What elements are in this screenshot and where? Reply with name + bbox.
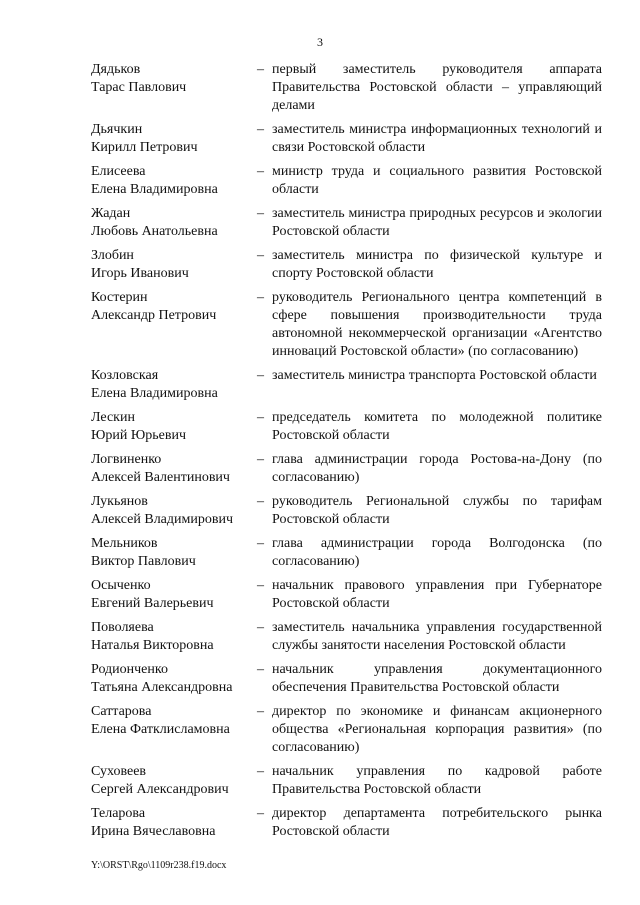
member-name bbox=[91, 661, 257, 697]
member-surname: Жадан bbox=[91, 206, 131, 221]
member-name bbox=[91, 535, 257, 571]
member-role: директор по экономике и финансам акционерного общества «Региональная корпорация развития» (по согласованию) bbox=[272, 704, 602, 755]
member-entry bbox=[91, 409, 611, 445]
member-name bbox=[91, 493, 257, 529]
member-entry bbox=[91, 805, 611, 841]
member-name bbox=[91, 121, 257, 157]
file-path-footer: Y:\ORST\Rgo\1109r238.f19.docx bbox=[91, 860, 227, 871]
member-entry bbox=[91, 367, 611, 403]
member-list bbox=[91, 61, 611, 847]
member-given-name: Кирилл Петрович bbox=[91, 140, 198, 155]
member-given-name: Виктор Павлович bbox=[91, 554, 196, 569]
member-role: заместитель министра информационных технологий и связи Ростовской области bbox=[272, 122, 602, 155]
member-role: руководитель Регионального центра компетенций в сфере повышения производительности труда автономной некоммерческой организации «Агентство инноваций Ростовской области» (по согласованию) bbox=[272, 290, 602, 359]
member-name bbox=[91, 763, 257, 799]
member-role: заместитель министра природных ресурсов и экологии Ростовской области bbox=[272, 206, 602, 239]
member-name bbox=[91, 451, 257, 487]
member-name bbox=[91, 703, 257, 757]
dash-separator: – bbox=[257, 368, 264, 383]
member-role: председатель комитета по молодежной политике Ростовской области bbox=[272, 410, 602, 443]
member-surname: Саттарова bbox=[91, 704, 152, 719]
member-given-name: Ирина Вячеславовна bbox=[91, 824, 216, 839]
dash-separator: – bbox=[257, 410, 264, 425]
member-name bbox=[91, 367, 257, 403]
member-role: директор департамента потребительского рынка Ростовской области bbox=[272, 806, 602, 839]
member-surname: Козловская bbox=[91, 368, 159, 383]
dash-separator: – bbox=[257, 122, 264, 137]
member-role: заместитель министра по физической культуре и спорту Ростовской области bbox=[272, 248, 602, 281]
member-surname: Мельников bbox=[91, 536, 158, 551]
member-surname: Елисеева bbox=[91, 164, 146, 179]
member-given-name: Елена Владимировна bbox=[91, 386, 218, 401]
member-surname: Дьячкин bbox=[91, 122, 143, 137]
member-name bbox=[91, 577, 257, 613]
member-name bbox=[91, 409, 257, 445]
member-role: руководитель Региональной службы по тарифам Ростовской области bbox=[272, 494, 602, 527]
dash-separator: – bbox=[257, 806, 264, 821]
member-entry bbox=[91, 247, 611, 283]
member-given-name: Елена Владимировна bbox=[91, 182, 218, 197]
member-role: начальник управления по кадровой работе Правительства Ростовской области bbox=[272, 764, 602, 797]
member-entry bbox=[91, 703, 611, 757]
member-surname: Логвиненко bbox=[91, 452, 162, 467]
member-given-name: Татьяна Александровна bbox=[91, 680, 233, 695]
member-surname: Суховеев bbox=[91, 764, 147, 779]
member-surname: Родионченко bbox=[91, 662, 168, 677]
member-entry bbox=[91, 121, 611, 157]
dash-separator: – bbox=[257, 290, 264, 305]
member-role: первый заместитель руководителя аппарата Правительства Ростовской области – управляющий делами bbox=[272, 62, 602, 113]
dash-separator: – bbox=[257, 494, 264, 509]
member-entry bbox=[91, 289, 611, 361]
member-role: начальник правового управления при Губернаторе Ростовской области bbox=[272, 578, 602, 611]
member-entry bbox=[91, 163, 611, 199]
dash-separator: – bbox=[257, 164, 264, 179]
dash-separator: – bbox=[257, 662, 264, 677]
member-given-name: Любовь Анатольевна bbox=[91, 224, 218, 239]
dash-separator: – bbox=[257, 578, 264, 593]
member-name bbox=[91, 619, 257, 655]
member-given-name: Тарас Павлович bbox=[91, 80, 187, 95]
member-role: заместитель начальника управления государственной службы занятости населения Ростовской области bbox=[272, 620, 602, 653]
dash-separator: – bbox=[257, 764, 264, 779]
dash-separator: – bbox=[257, 704, 264, 719]
member-entry bbox=[91, 61, 611, 115]
member-given-name: Юрий Юрьевич bbox=[91, 428, 187, 443]
member-role: начальник управления документационного обеспечения Правительства Ростовской области bbox=[272, 662, 602, 695]
member-entry bbox=[91, 535, 611, 571]
dash-separator: – bbox=[257, 536, 264, 551]
member-name bbox=[91, 289, 257, 361]
member-surname: Дядьков bbox=[91, 62, 141, 77]
member-given-name: Елена Фатклисламовна bbox=[91, 722, 230, 737]
member-entry bbox=[91, 205, 611, 241]
dash-separator: – bbox=[257, 248, 264, 263]
member-surname: Лукьянов bbox=[91, 494, 148, 509]
member-role: глава администрации города Волгодонска (по согласованию) bbox=[272, 536, 602, 569]
member-entry bbox=[91, 577, 611, 613]
dash-separator: – bbox=[257, 452, 264, 467]
dash-separator: – bbox=[257, 206, 264, 221]
member-given-name: Алексей Валентинович bbox=[91, 470, 230, 485]
member-surname: Теларова bbox=[91, 806, 146, 821]
member-entry bbox=[91, 661, 611, 697]
member-given-name: Сергей Александрович bbox=[91, 782, 229, 797]
member-surname: Осыченко bbox=[91, 578, 151, 593]
member-given-name: Алексей Владимирович bbox=[91, 512, 234, 527]
member-name bbox=[91, 205, 257, 241]
member-entry bbox=[91, 451, 611, 487]
member-entry bbox=[91, 493, 611, 529]
member-surname: Лескин bbox=[91, 410, 135, 425]
member-given-name: Игорь Иванович bbox=[91, 266, 189, 281]
member-name bbox=[91, 163, 257, 199]
member-role: заместитель министра транспорта Ростовской области bbox=[272, 368, 597, 383]
member-surname: Костерин bbox=[91, 290, 148, 305]
member-given-name: Александр Петрович bbox=[91, 308, 217, 323]
dash-separator: – bbox=[257, 620, 264, 635]
member-surname: Поволяева bbox=[91, 620, 154, 635]
page-number: 3 bbox=[317, 35, 323, 49]
member-given-name: Наталья Викторовна bbox=[91, 638, 214, 653]
member-entry bbox=[91, 619, 611, 655]
member-surname: Злобин bbox=[91, 248, 134, 263]
member-name bbox=[91, 805, 257, 841]
member-role: глава администрации города Ростова-на-Дону (по согласованию) bbox=[272, 452, 602, 485]
member-name bbox=[91, 61, 257, 115]
member-role: министр труда и социального развития Ростовской области bbox=[272, 164, 602, 197]
member-name bbox=[91, 247, 257, 283]
member-given-name: Евгений Валерьевич bbox=[91, 596, 214, 611]
dash-separator: – bbox=[257, 62, 264, 77]
member-entry bbox=[91, 763, 611, 799]
